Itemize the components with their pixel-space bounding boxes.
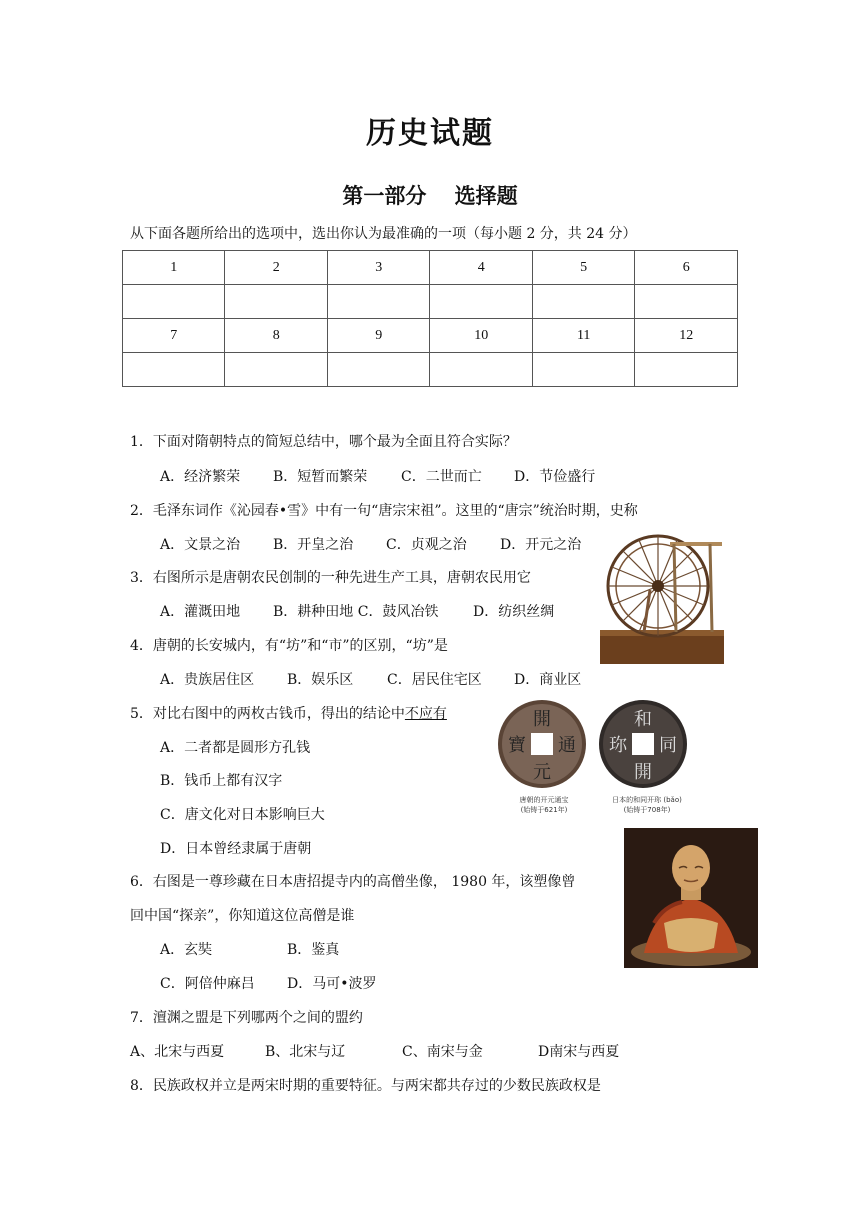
answer-cell[interactable] [327,285,429,319]
q1-option-a: A．经济繁荣 [160,469,241,485]
table-cell: 10 [430,319,532,353]
answer-table-blank-row [123,285,738,319]
coin-caption-line: (始铸于621年) [520,806,568,814]
coin-caption-right [592,795,702,815]
answer-cell[interactable] [123,353,225,387]
table-cell: 6 [635,251,738,285]
table-cell: 4 [430,251,532,285]
q7-option-c: C、南宋与金 [402,1044,483,1060]
waterwheel-image [600,524,724,664]
q5-option-d: D．日本曾经隶属于唐朝 [160,841,312,857]
q1-option-b: B．短暂而繁荣 [273,469,368,485]
coin-glyph: 開 [533,709,551,730]
coin-glyph: 同 [659,735,677,756]
q1-option-c: C．二世而亡 [401,469,482,485]
answer-cell[interactable] [430,285,532,319]
answer-table-blank-row [123,353,738,387]
question-6-stem: 6．右图是一尊珍藏在日本唐招提寺内的高僧坐像， 1980 年，该塑像曾 [130,874,576,890]
coin-glyph: 元 [533,762,551,783]
table-cell: 3 [327,251,429,285]
table-cell: 11 [532,319,634,353]
question-3-stem: 3．右图所示是唐朝农民创制的一种先进生产工具，唐朝农民用它 [130,570,531,586]
q2-option-b: B．开皇之治 [273,537,354,553]
q7-option-a: A、北宋与西夏 [130,1044,225,1060]
answer-cell[interactable] [635,353,738,387]
coin-glyph: 寶 [508,735,526,756]
answer-cell[interactable] [430,353,532,387]
table-cell: 9 [327,319,429,353]
coin-caption-left [496,795,592,815]
q6-option-a: A．玄奘 [160,942,213,958]
answer-cell[interactable] [532,353,634,387]
answer-cell[interactable] [532,285,634,319]
coin-glyph: 珎 [609,735,627,756]
q4-option-d: D．商业区 [514,672,582,688]
question-4-stem: 4．唐朝的长安城内，有“坊”和“市”的区别，“坊”是 [130,638,448,654]
coin-glyph: 和 [634,709,652,730]
answer-cell[interactable] [123,285,225,319]
table-cell: 7 [123,319,225,353]
q4-option-b: B．娱乐区 [287,672,354,688]
answer-table [122,250,738,387]
q2-option-a: A．文景之治 [160,537,241,553]
coin-glyph: 開 [634,762,652,783]
coin-glyph: 通 [558,735,576,756]
question-5-stem-text: 5．对比右图中的两枚古钱币，得出的结论中 [130,706,405,722]
q7-option-d: D南宋与西夏 [538,1044,620,1060]
question-2-stem: 2．毛泽东词作《沁园春•雪》中有一句“唐宗宋祖”。这里的“唐宗”统治时期，史称 [130,503,638,519]
question-7-stem: 7．澶渊之盟是下列哪两个之间的盟约 [130,1010,363,1026]
answer-table-number-row [123,251,738,285]
q5-option-a: A．二者都是圆形方孔钱 [160,740,311,756]
answer-table-number-row [123,319,738,353]
answer-cell[interactable] [225,285,327,319]
q2-option-c: C．贞观之治 [386,537,467,553]
table-cell: 8 [225,319,327,353]
question-1-stem: 1．下面对隋朝特点的简短总结中，哪个最为全面且符合实际？ [130,434,517,450]
table-cell: 2 [225,251,327,285]
coin-caption-line: (始铸于708年) [623,806,671,814]
q5-option-c: C．唐文化对日本影响巨大 [160,807,325,823]
answer-cell[interactable] [635,285,738,319]
table-cell: 1 [123,251,225,285]
coin-kaiyuan-image [496,698,588,790]
question-8-stem: 8．民族政权并立是两宋时期的重要特征。与两宋都共存过的少数民族政权是 [130,1078,601,1094]
q4-option-c: C．居民住宅区 [387,672,482,688]
q3-option-d: D．纺织丝绸 [473,604,555,620]
table-cell: 12 [635,319,738,353]
answer-cell[interactable] [327,353,429,387]
monk-statue-image [624,828,758,968]
q3-option-bc: B．耕种田地 C．鼓风冶铁 [273,604,439,620]
question-5-emphasis: 不应有 [404,706,447,722]
page-title: 历史试题 [366,116,494,151]
q6-option-c: C．阿倍仲麻吕 [160,976,255,992]
q4-option-a: A．贵族居住区 [160,672,255,688]
q6-option-d: D．马可•波罗 [287,976,377,992]
q7-option-b: B、北宋与辽 [265,1044,346,1060]
coin-caption-line: 唐朝的开元通宝 [519,796,569,804]
table-cell: 5 [532,251,634,285]
coin-caption-line: 日本的和同开珎 (bǎo) [612,796,682,804]
question-5-stem [130,703,447,723]
answer-cell[interactable] [225,353,327,387]
q6-option-b: B．鉴真 [287,942,340,958]
question-6-stem-cont: 回中国“探亲”，你知道这位高僧是谁 [130,908,355,924]
q2-option-d: D．开元之治 [500,537,582,553]
q3-option-a: A．灌溉田地 [160,604,241,620]
q1-option-d: D．节俭盛行 [514,469,596,485]
instruction-text: 从下面各题所给出的选项中，选出你认为最准确的一项（每小题 2 分，共 24 分） [130,226,637,242]
coin-wado-image [597,698,689,790]
q5-option-b: B．钱币上都有汉字 [160,773,283,789]
part-title: 第一部分 选择题 [342,184,518,208]
